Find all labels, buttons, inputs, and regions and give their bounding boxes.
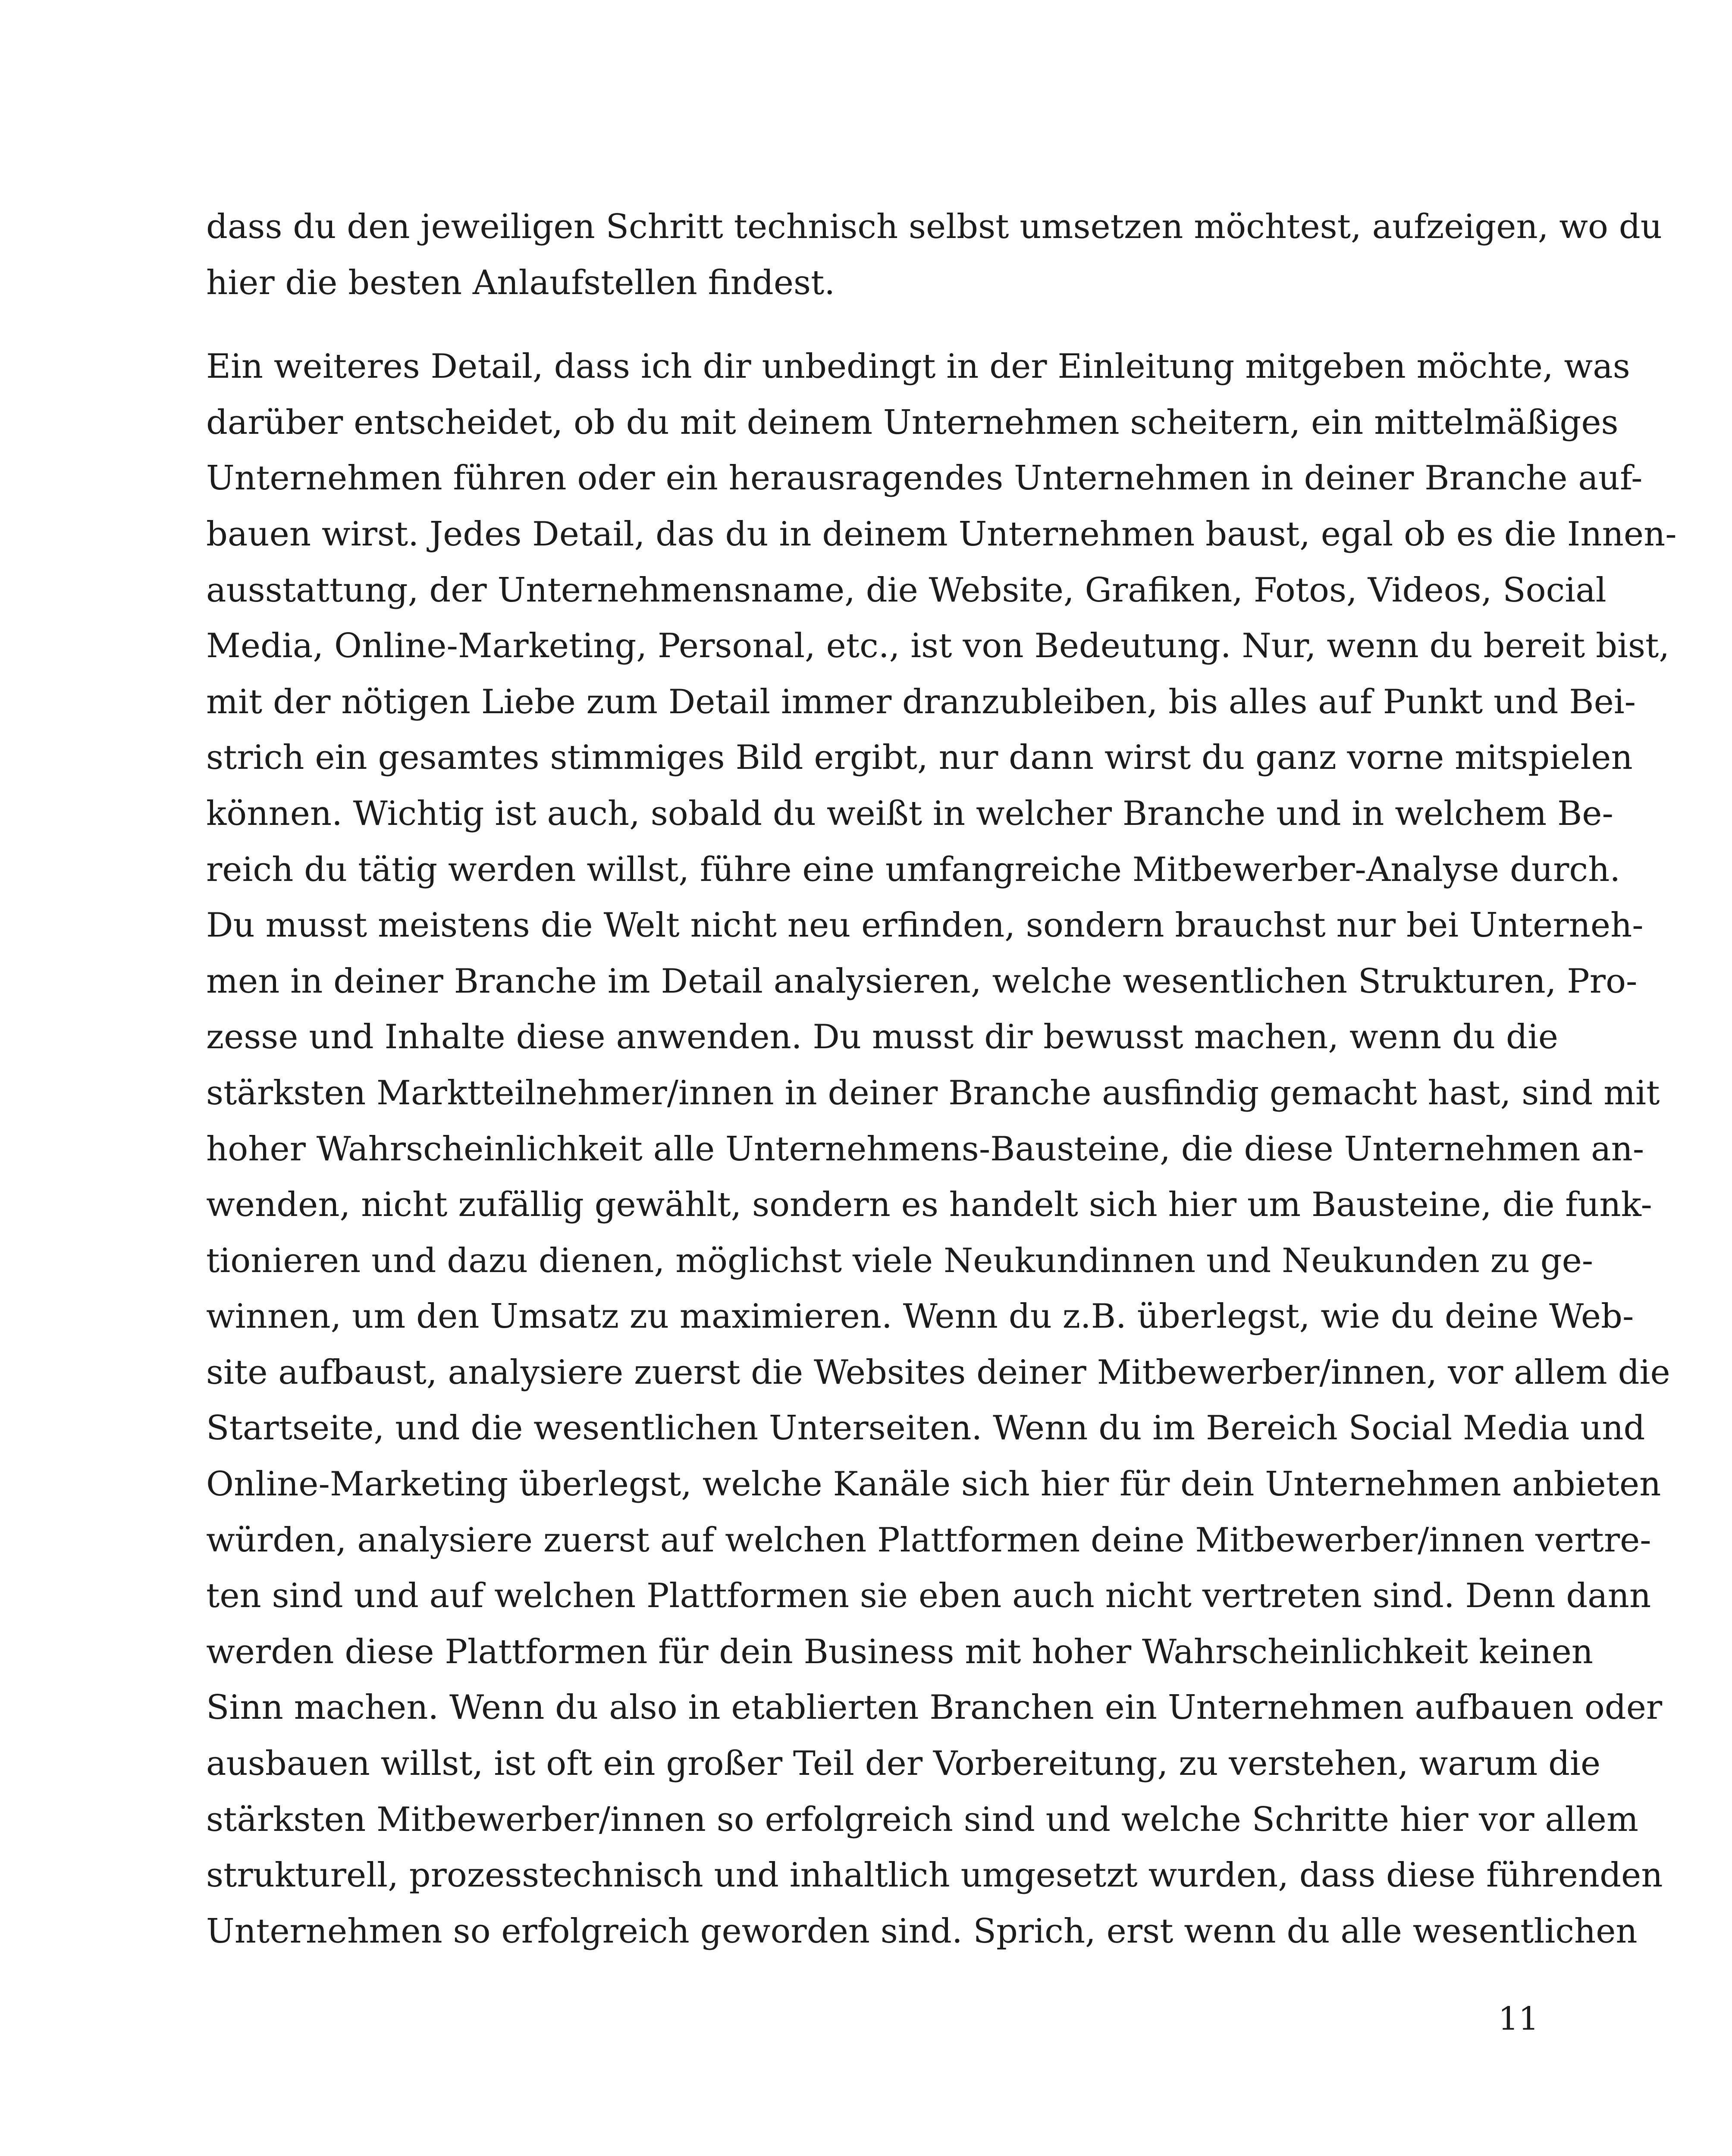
text-line: Du musst meistens die Welt nicht neu erfinden, sondern brauchst nur bei Unterneh- <box>206 906 1644 945</box>
text-line: hier die besten Anlaufstellen findest. <box>206 263 835 302</box>
paragraph <box>206 199 1662 311</box>
text-line: Ein weiteres Detail, dass ich dir unbedingt in der Einleitung mitgeben möchte, was <box>206 347 1630 386</box>
text-line: Online-Marketing überlegst, welche Kanäle sich hier für dein Unternehmen anbieten <box>206 1465 1661 1504</box>
text-line: Media, Online-Marketing, Personal, etc., ist von Bedeutung. Nur, wenn du bereit bist, <box>206 627 1670 666</box>
paragraph <box>206 339 1677 1959</box>
text-line: bauen wirst. Jedes Detail, das du in deinem Unternehmen baust, egal ob es die Innen- <box>206 514 1677 554</box>
text-line: Unternehmen führen oder ein herausragendes Unternehmen in deiner Branche auf- <box>206 459 1643 498</box>
text-line: Unternehmen so erfolgreich geworden sind. Sprich, erst wenn du alle wesentlichen <box>206 1912 1638 1951</box>
text-line: darüber entscheidet, ob du mit deinem Unternehmen scheitern, ein mittelmäßiges <box>206 403 1619 442</box>
text-line: wenden, nicht zufällig gewählt, sondern es handelt sich hier um Bausteine, die funk- <box>206 1185 1652 1225</box>
text-line: hoher Wahrscheinlichkeit alle Unternehmens-Bausteine, die diese Unternehmen an- <box>206 1129 1644 1169</box>
text-line: strukturell, prozesstechnisch und inhaltlich umgesetzt wurden, dass diese führenden <box>206 1856 1663 1895</box>
text-line: würden, analysiere zuerst auf welchen Plattformen deine Mitbewerber/innen vertre- <box>206 1520 1651 1560</box>
text-line: tionieren und dazu dienen, möglichst viele Neukundinnen und Neukunden zu ge- <box>206 1241 1594 1280</box>
text-line: Sinn machen. Wenn du also in etablierten Branchen ein Unternehmen aufbauen oder <box>206 1688 1663 1727</box>
text-line: Startseite, und die wesentlichen Unterseiten. Wenn du im Bereich Social Media und <box>206 1409 1645 1448</box>
text-line: zesse und Inhalte diese anwenden. Du musst dir bewusst machen, wenn du die <box>206 1018 1559 1057</box>
text-line: können. Wichtig ist auch, sobald du weißt in welcher Branche und in welchem Be- <box>206 794 1613 833</box>
text-line: ten sind und auf welchen Plattformen sie eben auch nicht vertreten sind. Denn dann <box>206 1576 1651 1616</box>
text-line: mit der nötigen Liebe zum Detail immer dranzubleiben, bis alles auf Punkt und Bei- <box>206 682 1636 721</box>
text-line: ausstattung, der Unternehmensname, die Website, Grafiken, Fotos, Videos, Social <box>206 570 1606 610</box>
text-line: ausbauen willst, ist oft ein großer Teil der Vorbereitung, zu verstehen, warum die <box>206 1744 1601 1783</box>
text-line: dass du den jeweiligen Schritt technisch selbst umsetzen möchtest, aufzeigen, wo du <box>206 207 1662 246</box>
text-line: stärksten Mitbewerber/innen so erfolgreich sind und welche Schritte hier vor allem <box>206 1800 1638 1839</box>
text-line: strich ein gesamtes stimmiges Bild ergibt, nur dann wirst du ganz vorne mitspielen <box>206 738 1633 777</box>
page-number: 11 <box>1498 2000 1539 2037</box>
text-line: site aufbaust, analysiere zuerst die Websites deiner Mitbewerber/innen, vor allem die <box>206 1353 1670 1392</box>
body-text <box>206 199 1677 1959</box>
text-line: winnen, um den Umsatz zu maximieren. Wenn du z.B. überlegst, wie du deine Web- <box>206 1297 1634 1336</box>
text-line: reich du tätig werden willst, führe eine umfangreiche Mitbewerber-Analyse durch. <box>206 850 1621 889</box>
text-line: men in deiner Branche im Detail analysieren, welche wesentlichen Strukturen, Pro- <box>206 962 1638 1001</box>
text-line: stärksten Marktteilnehmer/innen in deiner Branche ausfindig gemacht hast, sind mit <box>206 1073 1660 1112</box>
text-line: werden diese Plattformen für dein Business mit hoher Wahrscheinlichkeit keinen <box>206 1632 1594 1671</box>
